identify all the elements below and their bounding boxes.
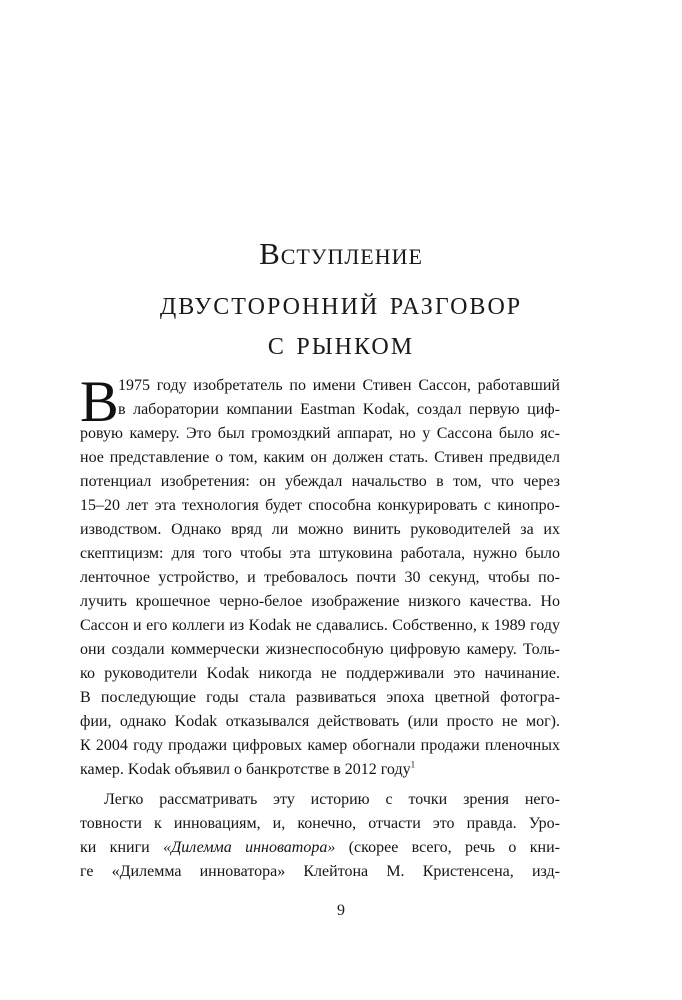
paragraph-2-line-3-suffix: (скорее всего, речь о кни- bbox=[335, 839, 560, 856]
paragraph-1-line: К 2004 году продажи цифровых камер обогнали продажи пленочных bbox=[80, 737, 560, 754]
paragraph-1-line: они создали коммерчески жизнеспособную цифровую камеру. Толь- bbox=[80, 641, 560, 658]
paragraph-1-last-line bbox=[80, 758, 560, 782]
chapter-title bbox=[0, 284, 682, 364]
paragraph-1-line: потенциал изобретения: он убеждал начальство в том, что через bbox=[80, 473, 560, 490]
paragraph-1-line: ленточное устройство, и требовалось почти 30 секунд, чтобы по- bbox=[80, 569, 560, 586]
paragraph-1-line: скептицизм: для того чтобы эта штуковина работала, нужно было bbox=[80, 545, 560, 562]
drop-cap: В bbox=[80, 369, 119, 434]
paragraph-1-line: изводством. Однако вряд ли можно винить руководителей за их bbox=[80, 521, 560, 538]
chapter-title-line-2: с рынком bbox=[267, 325, 415, 362]
paragraph-1-line: Сассон и его коллеги из Kodak не сдавались. Собственно, к 1989 году bbox=[80, 617, 560, 634]
page-number: 9 bbox=[337, 902, 345, 919]
paragraph-1-line: в лаборатории компании Eastman Kodak, создал первую циф- bbox=[118, 401, 560, 418]
chapter-title-line-1: двусторонний разговор bbox=[159, 285, 523, 322]
book-title-italic: «Дилемма инноватора» bbox=[163, 839, 336, 856]
paragraph-1-line: фии, однако Kodak отказывался действовать (или просто не мог). bbox=[80, 713, 560, 730]
body-text bbox=[80, 369, 560, 884]
paragraph-1-line: 1975 году изобретатель по имени Стивен Сассон, работавший bbox=[118, 377, 560, 394]
paragraph-1-line: ровую камеру. Это был громоздкий аппарат, но у Сассона было яс- bbox=[80, 425, 560, 442]
paragraph-1-line: лучить крошечное черно-белое изображение низкого качества. Но bbox=[80, 593, 560, 610]
chapter-kicker: Вступление bbox=[259, 236, 423, 271]
paragraph-2-line: ге «Дилемма инноватора» Клейтона М. Кристенсена, изд- bbox=[80, 863, 560, 880]
paragraph-1-line: В последующие годы стала развиваться эпоха цветной фотогра- bbox=[80, 689, 560, 706]
paragraph-2-line-3-prefix: ки книги bbox=[80, 839, 164, 856]
paragraph-2-line: Легко рассматривать эту историю с точки зрения него- bbox=[104, 791, 560, 808]
paragraph-1-line: ко руководители Kodak никогда не поддерживали это начинание. bbox=[80, 665, 560, 682]
paragraph-1-line: 15–20 лет эта технология будет способна конкурировать с кинопро- bbox=[80, 497, 560, 514]
paragraph-2-line: товности к инновациям, и, конечно, отчасти это правда. Уро- bbox=[80, 815, 560, 832]
footnote-marker: 1 bbox=[410, 759, 416, 770]
paragraph-1-last-text: камер. Kodak объявил о банкротстве в 2012 году bbox=[80, 761, 411, 778]
paragraph-1-line: ное представление о том, каким он должен стать. Стивен предвидел bbox=[80, 449, 560, 466]
paragraph-2-line-3 bbox=[80, 836, 560, 860]
